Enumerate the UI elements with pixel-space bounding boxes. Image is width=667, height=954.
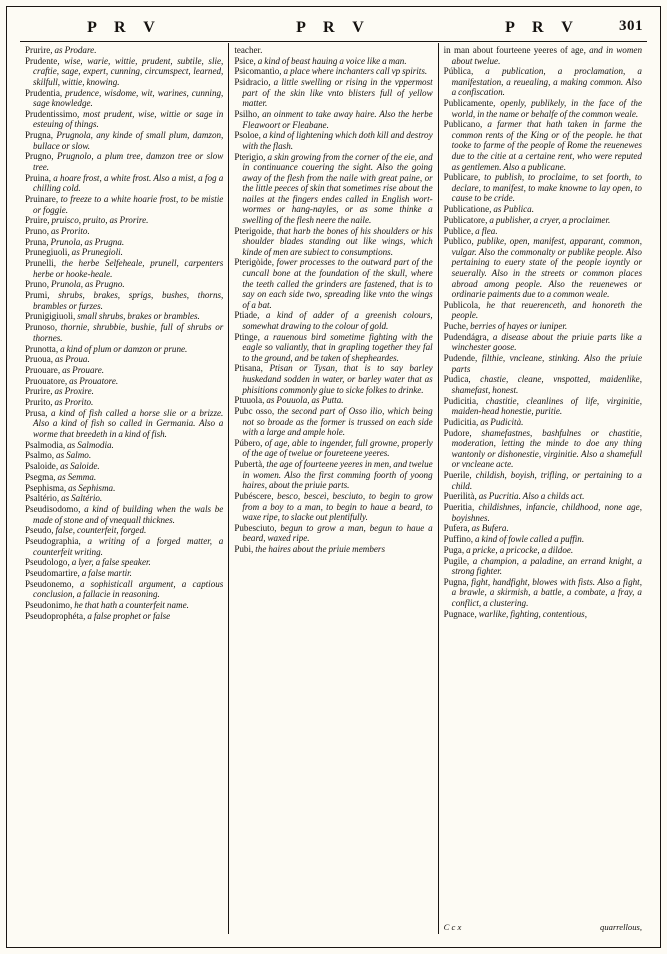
dictionary-entry [25,611,223,622]
headword: Ptuuola [234,395,263,406]
headword: Pruire [25,215,48,226]
dictionary-entry [444,523,642,534]
dictionary-entry [25,461,223,472]
definition: , he that reuerenceth, and honoreth the people. [451,299,642,321]
definition: , childishnes, infancie, childhood, none age, boyishnes. [451,502,642,523]
dictionary-entry [25,290,223,311]
definition: , as Pucritia. Also a childs act. [474,491,585,502]
dictionary-entry [25,344,223,355]
headword: Pudende [443,353,475,364]
definition: , as Bufera. [467,523,509,534]
dictionary-entry [25,279,223,290]
headword: Prudente [25,55,58,66]
dictionary-entry [25,247,223,258]
dictionary-entry [234,544,432,555]
definition: , wise, warie, wittie, prudent, subtile, slie, craftie, sage, expert, cunning, circumspect, learned, skilfull, wittie, knowing. [33,55,224,87]
dictionary-entry [25,194,223,215]
headword: Psaloide [25,461,56,472]
definition: , a kind of adder of a greenish colours, somewhat drawing to the colour of gold. [242,310,433,331]
headword: Ptiade [234,310,258,321]
definition: , Prugnolo, a plum tree, damzon tree or slow tree. [33,151,224,172]
dictionary-entry [444,534,642,545]
definition: , as Prouare. [57,364,105,375]
dictionary-entry [25,472,223,483]
definition: , chastitie, cleanlines of life, virginitie, maiden-head honestie, puritie. [451,395,642,417]
dictionary-entry [25,600,223,611]
headword: Pudore [443,427,470,438]
definition: , a kind of lightening which doth kill and destroy with the flash. [242,130,433,151]
headword: Prugno [25,151,52,162]
definition: , chastie, cleane, vnspotted, maidenlike, shamefast, honest. [451,374,642,395]
definition: , childish, boyish, trifling, or pertaining to a child. [451,470,642,491]
definition: , most prudent, wise, wittie or sage in esteuing of things. [33,108,224,130]
headword: Publicare [443,172,478,183]
definition: , a place where inchanters call vp spirits. [279,66,428,77]
running-head-col-3: P R V [505,19,580,36]
dictionary-entry [234,491,432,523]
headword: Pterigoide [234,225,272,236]
headword: Pudicitia [443,416,476,427]
dictionary-entry [234,406,432,438]
definition: , a sophisticall argument, a captious conclusion, a fallacie in reasoning. [33,578,224,600]
dictionary-entry [25,579,223,600]
dictionary-entry [444,45,642,66]
definition: , shrubs, brakes, sprigs, bushes, thorns, brambles or furzes. [33,290,224,311]
dictionary-entry [234,523,432,544]
dictionary-entry [25,258,223,279]
dictionary-entry [444,545,642,556]
definition: , a kind of plum or damzon or prune. [55,343,188,354]
definition: , a publication, a proclamation, a manifestation, a reuealing, a making common. Also a confiscation. [451,66,642,98]
headword: Pugna [443,576,467,587]
dictionary-entry [25,408,223,440]
definition: , as Sephisma. [63,482,116,493]
dictionary-entry [25,226,223,237]
signature-mark: C c x [443,922,462,932]
definition: , as Prorito. [46,225,90,236]
headword: Púbero [234,437,261,448]
dictionary-entry [444,226,642,237]
headword: Pruna [25,236,47,247]
dictionary-entry [234,395,432,406]
definition: , fight, handfight, blowes with fists. Also a fight, a brawle, a skirmish, a battle, a combate, a fray, a conflict, a clustering. [451,576,642,608]
headword: Pudicitia [443,395,476,406]
dictionary-entry [444,172,642,204]
definition: , Prugnola, any kinde of small plum, damzon, bullace or slow. [33,130,224,151]
definition: , as Pudicità. [476,416,524,427]
headword: Prunoso [25,322,55,333]
dictionary-entry [25,376,223,387]
dictionary-entry [444,556,642,577]
headword: Publicatore [443,214,486,225]
definition: , warlike, fighting, contentious, [474,608,587,619]
headword: Psalmodia [25,439,63,450]
headword: Pueritia [443,502,472,513]
headword: Ptisana [234,363,261,374]
dictionary-entry [444,428,642,470]
headword: teacher. [234,45,263,55]
dictionary-entry [234,152,432,226]
definition: , Prunola, as Prugna. [46,236,125,247]
dictionary-entry [444,470,642,491]
dictionary-entry [25,386,223,397]
dictionary-entry [444,66,642,98]
headword: Pruno [25,279,47,290]
definition: , thornie, shrubbie, bushie, full of shrubs or thornes. [33,322,224,343]
folio-number: 301 [619,18,643,34]
headword: Pubéscere [234,490,272,501]
dictionary-entry [444,577,642,609]
headword: Prusa [25,407,46,418]
definition: , as Proua. [50,354,90,365]
headword: Psidracio [234,77,269,88]
headword: Psicomantìo [234,66,280,77]
dictionary-entry [444,300,642,321]
page-footer [444,922,642,932]
headword: Pruoua [25,354,51,365]
definition: , a flea. [470,225,498,236]
headword: Publicamente [443,98,494,109]
headword: Prudentia [25,87,60,98]
headword: Pseudonimo [25,600,70,611]
headword: Psephisma [25,482,64,493]
headword: Psice [234,55,254,66]
definition: , a writing of a forged matter, a counterfeit writing. [33,536,224,557]
headword: Pudica [443,374,469,385]
running-head-col-2: P R V [296,19,371,36]
definition: , as Publica. [489,204,534,215]
definition: , Ptisan or Tysan, that is to say barley huskedand sodden in water, or barley water that as phisitions commonly giue to sicke folkes to drinke. [242,363,433,395]
definition: , as Prodare. [50,45,97,55]
headword: Prumi [25,290,48,301]
definition: , as Saltério. [56,493,103,504]
definition: , a kind of building when the wals be made of stone and of vnequall thicknes. [33,504,224,525]
dictionary-entry [25,173,223,194]
definition: , prudence, wisdome, wit, warines, cunning, sage knowledge. [33,87,224,109]
headword: Pseudologo [25,557,68,568]
definition: , as Salmo. [51,450,92,461]
headword: Publicola [443,299,479,310]
definition: , the second part of Osso ilio, which being not so broade as the former is trussed on each side with a large and ample hole. [242,406,433,438]
dictionary-entry [444,332,642,353]
headword: Pruinare [25,193,56,204]
headword: Pubertà [234,459,263,470]
headword: Prunegiuoli [25,247,68,258]
dictionary-entry [25,525,223,536]
dictionary-entry [25,493,223,504]
dictionary-entry [25,440,223,451]
definition: , a little swelling or rising in the vppermost part of the skin like vnto blisters full of yellow matter. [242,77,433,109]
dictionary-entry [234,363,432,395]
headword: Pterigio [234,151,264,162]
headword: Pseudomartire [25,568,78,579]
definition: , a champion, a paladine, an errand knight, a strong fighter. [451,555,642,577]
dictionary-entry [444,502,642,523]
column-3 [438,43,647,934]
dictionary-entry [234,257,432,310]
definition: , of age, able to ingender, full growne, properly of the age of twelue or foureteene yeeres. [242,437,433,459]
definition: , besco, besceì, besciuto, to begin to grow from a boy to a man, to begin to haue a beard, to waxe ripe, to slacke out plentifully. [242,490,433,523]
definition: , to freeze to a white hoarie frost, to be mistie or foggie. [33,193,224,215]
headword: Puffino [443,534,471,545]
definition: , a hoare frost, a white frost. Also a mist, a fog a chilling cold. [33,172,224,194]
definition: , he that hath a counterfeit name. [69,600,189,611]
headword: in man about fourteene yeeres of age [443,45,584,55]
dictionary-entry [25,483,223,494]
dictionary-entry [25,322,223,343]
headword: Pugile [443,555,467,566]
text-columns [20,43,647,934]
headword: Prudentissimo [25,108,78,119]
dictionary-entry [234,130,432,151]
headword: Ptinge [234,331,258,342]
headword: Prunotta [25,343,56,354]
definition: , as Saloide. [55,461,100,472]
headword: Puerile [443,470,470,481]
headword: Prunigigiuoli [25,311,73,322]
headword: Pseudonemo [25,578,72,589]
definition: , shamefastnes, bashfulnes or chastitie, moderation, letting the minde to doe any thing wantonly or dishonestie, virginitie. Also a shamefull or vncleane acte. [451,427,642,470]
headword: Publico [443,236,472,247]
dictionary-entry [25,56,223,88]
headword: Pterigòide [234,257,272,268]
definition: , false, counterfeit, forged. [51,525,147,536]
dictionary-entry [25,215,223,226]
dictionary-entry [234,45,432,56]
headword: Pseudisodomo [25,504,79,515]
headword: Pufera [443,523,468,534]
definition: , to publish, to proclaime, to set foorth, to declare, to manifest, to make knowne to lay open, to cause to be cride. [451,172,642,204]
dictionary-entry [444,353,642,374]
headword: Pseudographia [25,536,79,547]
definition: , a kind of fish called a horse slie or a brizze. Also a kind of fish so called in Germania. Also a worme that breedeth in a kind of fish. [33,407,224,439]
dictionary-entry [444,491,642,502]
dictionary-entry [25,88,223,109]
definition: , and in women about twelue. [451,45,642,66]
definition: , that harb the bones of his shoulders or his shoulder blades standing out like wings, which kinde of men are subiect to consumptions. [242,225,433,257]
headword: Pseudoprophéta [25,610,84,621]
dictionary-entry [444,204,642,215]
headword: Pugnace [443,608,475,619]
headword: Puerilità [443,491,475,502]
definition: , begun to grow a man, begun to haue a beard, waxed ripe. [242,522,433,544]
headword: Prurire [25,386,51,397]
headword: Pruina [25,172,49,183]
definition: , as Prouatore. [64,375,119,386]
dictionary-entry [25,109,223,130]
definition: , a publisher, a cryer, a proclaimer. [485,214,611,225]
catchword: quarrellous, [600,922,642,932]
dictionary-entry [444,374,642,395]
definition: , a lyer, a false speaker. [67,557,151,568]
dictionary-entry [444,215,642,226]
definition: , a false martir. [77,568,132,579]
dictionary-entry [234,459,432,491]
dictionary-entry [25,397,223,408]
dictionary-entry [234,56,432,67]
page-inner-area [10,10,657,944]
definition: , publike, open, manifest, apparant, common, vulgar. Also the commonalty or publike people. Also pertaining to euery state of the people ioyntly or seuerally. Also in the streets or common places abroad among people. Also the reuenewes or ordinarie paiments due to a common weale. [451,236,642,300]
dictionary-entry [25,568,223,579]
headword: Publice [443,225,471,236]
dictionary-entry [444,396,642,417]
definition: , the herbe Selfeheale, prunell, carpenters herbe or hooke-heale. [33,258,224,279]
definition: , the age of fourteene yeeres in men, and twelue in women. Also the first comming foorth of yoong haires, about the priuie parts. [242,459,433,491]
definition: , the haires about the priuie members [251,544,386,555]
headword: Psegma [25,471,54,482]
dictionary-entry [25,450,223,461]
dictionary-entry [444,98,642,119]
dictionary-entry [234,226,432,258]
dictionary-entry [444,417,642,428]
headword: Psalmo [25,450,52,461]
headword: Prurito [25,397,51,408]
dictionary-entry [444,119,642,172]
dictionary-entry [234,109,432,130]
definition: , a kind of fowle called a puffin. [470,534,585,545]
headword: Puga [443,544,462,555]
definition: , small shrubs, brakes or brambles. [73,311,200,322]
dictionary-entry [25,45,223,56]
definition: , as Pouuola, as Putta. [262,395,344,406]
definition: , berries of hayes or iuniper. [465,321,568,332]
definition: , as Prorito. [50,397,94,408]
definition: , pruisco, pruito, as Prorire. [47,215,149,226]
definition: , openly, publikely, in the face of the world, in the name or behalfe of the common weale. [451,98,642,119]
dictionary-entry [444,236,642,299]
headword: Psoloe [234,130,259,141]
headword: Pública [443,66,471,77]
dictionary-entry [234,77,432,109]
headword: Pubc osso [234,406,272,417]
headword: Pruouare [25,364,58,375]
headword: Psilho [234,109,258,120]
dictionary-entry [25,151,223,172]
dictionary-entry [25,311,223,322]
dictionary-entry [234,310,432,331]
definition: , a pricke, a pricocke, a dildoe. [461,544,574,555]
dictionary-entry [25,536,223,557]
dictionary-entry [444,321,642,332]
definition: , as Proxire. [50,386,94,397]
definition: , as Prunegioli. [67,247,123,258]
dictionary-entry [234,66,432,77]
dictionary-entry [25,354,223,365]
definition: , a rauenous bird sometime fighting with the eagle so valiantly, that in grapling together they fal to the ground, and be taken of shepheardes. [242,331,433,363]
column-2 [228,43,437,934]
headword: Pudendágra [443,331,487,342]
definition: , a farmer that hath taken in farme the common rents of the King or of the people. he that tooke to farme of the people of Rome the reuenewes due to the citie at a certaine rent, who were reputed as gentlemen. Also a publicane. [451,119,642,172]
headword: Publicano [443,119,481,130]
headword: Pubi [234,544,252,555]
headword: Publicatione [443,204,490,215]
header-rule [20,41,647,42]
definition: , fower processes to the outward part of the cuncall bone at the foundation of the skull, where the teeth called the grinders are fastened, that is to say on each side two, spreading like vnto the wings of a bat. [242,257,433,310]
definition: , a kind of beast hauing a voice like a man. [253,55,407,66]
definition: , an oinment to take away haire. Also the herbe Fleawoort or Fleabane. [242,109,433,130]
definition: , a disease about the priuie parts like a winchester goose. [451,331,642,353]
dictionary-entry [234,332,432,364]
headword: Pubesciuto [234,522,275,533]
dictionary-entry [25,237,223,248]
definition: , Prunola, as Prugno. [46,279,125,290]
headword: Psaltério [25,493,57,504]
headword: Prurire [25,45,51,55]
dictionary-entry [444,609,642,620]
definition: , as Salmodia. [62,439,114,450]
dictionary-entry [25,504,223,525]
dictionary-entry [25,130,223,151]
headword: Pruouatore [25,375,65,386]
dictionary-entry [25,365,223,376]
headword: Prunelli [25,258,54,269]
column-1 [20,43,228,934]
definition: , a false prophet or false [83,610,171,621]
definition: , as Semma. [53,471,97,482]
definition: , a skin growing from the corner of the eie, and in continuance couering the sight. Also the going away of the flesh from the naile with great paine, or the little peeces of skin that sometimes rise about the nailes at the fingers endes called in English wort-wormes or hang-nayles, or as some thinke a swelling of the flesh neere the naile. [242,151,433,225]
dictionary-entry [234,438,432,459]
headword: Pruno [25,225,47,236]
running-head-col-1: P R V [87,19,162,36]
definition: , filthie, vncleane, stinking. Also the priuie parts [451,353,642,374]
headword: Prugna [25,130,51,141]
headword: Pseudo [25,525,52,536]
headword: Puche [443,321,466,332]
dictionary-entry [25,557,223,568]
